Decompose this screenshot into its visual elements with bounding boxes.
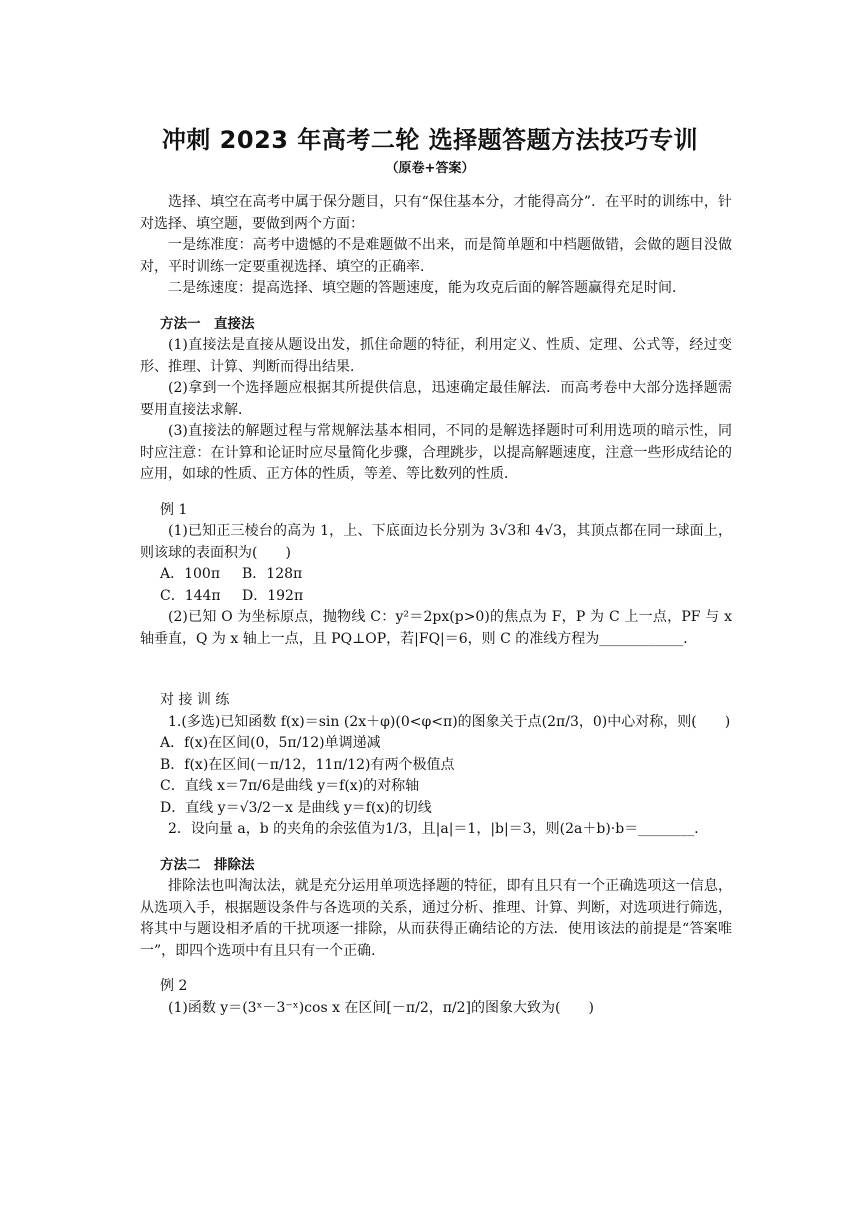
example1-option-c: C．144π: [160, 587, 221, 604]
example1-option-d: D．192π: [242, 587, 304, 604]
document-body: [140, 192, 732, 1019]
training-option-c: C．直线 x＝7π/6是曲线 y＝f(x)的对称轴: [160, 778, 420, 794]
example2-label: 例 2: [160, 978, 188, 994]
example1-options-row-1: [140, 564, 732, 586]
training-option-b: B．f(x)在区间(－π/12，11π/12)有两个极值点: [160, 756, 455, 773]
method2-text: 排除法也叫淘汰法，就是充分运用单项选择题的特征，即有且只有一个正确选项这一信息，从选项入手，根据题设条件与各选项的关系，通过分析、推理、计算、判断，对选项进行筛选，将其中与题设相矛盾的干扰项逐一排除，从而获得正确结论的方法．使用该法的前提是“答案唯一”，即四个选项中有且只有一个正确．: [140, 878, 732, 959]
intro-paragraph-1: 选择、填空在高考中属于保分题目，只有“保住基本分，才能得高分”．在平时的训练中，针对选择、填空题，要做到两个方面：: [140, 194, 732, 232]
example1-question-2: (2)已知 O 为坐标原点，抛物线 C：y²＝2px(p>0)的焦点为 F，P 为 C 上一点，PF 与 x 轴垂直，Q 为 x 轴上一点，且 PQ⊥OP，若|FQ|＝6，则 C 的准线方程为____________．: [140, 609, 732, 647]
intro-paragraph-3: 二是练速度：提高选择、填空题的答题速度，能为攻克后面的解答题赢得充足时间．: [168, 280, 686, 296]
example1-question-1: (1)已知正三棱台的高为 1，上、下底面边长分别为 3√3和 4√3，其顶点都在同一球面上，则该球的表面积为( ): [140, 523, 732, 561]
intro-paragraph-2: 一是练准度：高考中遗憾的不是难题做不出来，而是简单题和中档题做错，会做的题目没做对，平时训练一定要重视选择、填空的正确率．: [140, 237, 732, 275]
method1-heading: 方法一 直接法: [160, 315, 255, 332]
training-question-2: 2．设向量 a，b 的夹角的余弦值为1/3，且|a|＝1，|b|＝3，则(2a＋b)·b＝________．: [168, 821, 709, 837]
example1-options-row-2: [140, 586, 732, 608]
method1-point-2: (2)拿到一个选择题应根据其所提供信息，迅速确定最佳解法．而高考卷中大部分选择题需要用直接法求解．: [140, 380, 732, 418]
document-subtitle: （原卷+答案）: [385, 161, 475, 176]
method1-point-1: (1)直接法是直接从题设出发，抓住命题的特征，利用定义、性质、定理、公式等，经过变形、推理、计算、判断而得出结果．: [140, 337, 732, 375]
training-question-1: 1.(多选)已知函数 f(x)＝sin (2x＋φ)(0<φ<π)的图象关于点(2π/3，0)中心对称，则( ): [168, 713, 731, 730]
example1-option-b: B．128π: [242, 566, 303, 582]
training-option-a: A．f(x)在区间(0，5π/12)单调递减: [160, 735, 381, 751]
method2-heading: 方法二 排除法: [160, 856, 255, 873]
example1-label: 例 1: [160, 501, 188, 518]
example1-option-a: A．100π: [160, 566, 221, 582]
training-option-d: D．直线 y＝√3/2－x 是曲线 y＝f(x)的切线: [160, 799, 432, 816]
document-title: 冲刺 2023 年高考二轮 选择题答题方法技巧专训: [161, 126, 699, 154]
training-label: 对 接 训 练: [160, 692, 230, 708]
example2-question-1: (1)函数 y＝(3ˣ－3⁻ˣ)cos x 在区间[－π/2，π/2]的图象大致为( ): [168, 999, 594, 1016]
method1-point-3: (3)直接法的解题过程与常规解法基本相同，不同的是解选择题时可利用选项的暗示性，同时应注意：在计算和论证时应尽量简化步骤，合理跳步，以提高解题速度，注意一些形成结论的应用，如球的性质、正方体的性质，等差、等比数列的性质．: [140, 423, 732, 482]
